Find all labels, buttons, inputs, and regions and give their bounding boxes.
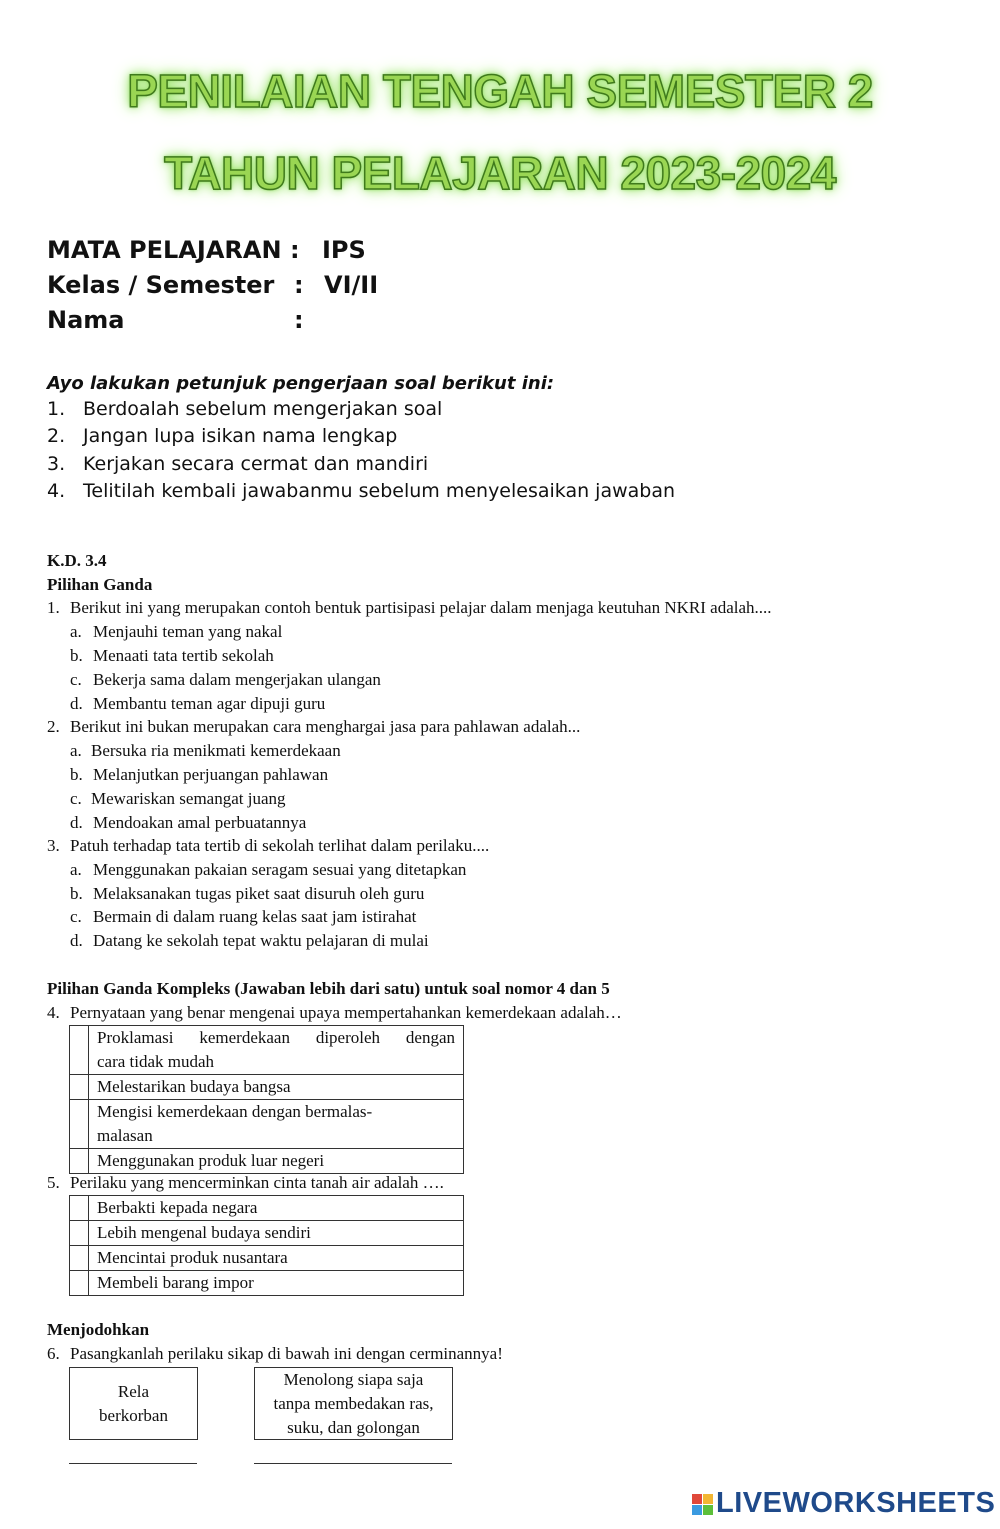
option-text[interactable]: Mewariskan semangat juang <box>91 789 286 808</box>
option-text-line: Lebih mengenal budaya sendiri <box>97 1223 311 1242</box>
option-text[interactable]: Menaati tata tertib sekolah <box>93 646 274 665</box>
instruction-text: Jangan lupa isikan nama lengkap <box>83 425 398 447</box>
option-text-line: Melestarikan budaya bangsa <box>97 1077 291 1096</box>
answer-checkbox[interactable] <box>70 1149 89 1174</box>
answer-checkbox[interactable] <box>70 1026 89 1075</box>
kd-label: K.D. 3.4 <box>47 551 107 570</box>
question-text: Patuh terhadap tata tertib di sekolah terlihat dalam perilaku.... <box>70 836 490 855</box>
option-text[interactable]: Datang ke sekolah tepat waktu pelajaran di mulai <box>93 931 429 950</box>
option-letter: c. <box>70 670 82 689</box>
liveworksheets-logo-icon <box>692 1494 713 1515</box>
subject-label: MATA PELAJARAN <box>47 236 282 264</box>
option-letter: b. <box>70 646 83 665</box>
answer-checkbox[interactable] <box>70 1221 89 1246</box>
table-row <box>70 1100 464 1149</box>
instruction-number: 2. <box>47 425 66 447</box>
option-text[interactable]: Menjauhi teman yang nakal <box>93 622 283 641</box>
answer-line <box>69 1463 197 1464</box>
table-row <box>70 1026 464 1075</box>
answer-checkbox[interactable] <box>70 1100 89 1149</box>
instructions-heading: Ayo lakukan petunjuk pengerjaan soal berikut ini: <box>47 373 555 394</box>
option-text-line: Proklamasi kemerdekaan diperoleh dengan <box>97 1028 455 1047</box>
option-text[interactable]: Membantu teman agar dipuji guru <box>93 694 326 713</box>
name-label: Nama <box>47 306 125 334</box>
instruction-number: 1. <box>47 398 66 420</box>
instruction-text: Kerjakan secara cermat dan mandiri <box>83 453 429 475</box>
question-text: Berikut ini bukan merupakan cara menghargai jasa para pahlawan adalah... <box>70 717 581 736</box>
option-letter: b. <box>70 765 83 784</box>
table-row <box>70 1075 464 1100</box>
option-cell <box>89 1100 464 1149</box>
option-text-line: Mengisi kemerdekaan dengan bermalas- <box>97 1102 373 1121</box>
matching-left-box[interactable] <box>69 1367 198 1440</box>
option-text[interactable]: Bersuka ria menikmati kemerdekaan <box>91 741 341 760</box>
question-text: Berikut ini yang merupakan contoh bentuk partisipasi pelajar dalam menjaga keutuhan NKRI adalah.... <box>70 598 772 617</box>
complex-choice-heading: Pilihan Ganda Kompleks (Jawaban lebih dari satu) untuk soal nomor 4 dan 5 <box>47 979 610 998</box>
option-text[interactable]: Melaksanakan tugas piket saat disuruh oleh guru <box>93 884 425 903</box>
option-cell <box>89 1271 464 1296</box>
title-line-2: TAHUN PELAJARAN 2023-2024 <box>164 147 836 199</box>
option-letter: b. <box>70 884 83 903</box>
instruction-text: Telitilah kembali jawabanmu sebelum menyelesaikan jawaban <box>83 480 676 502</box>
question-text: Perilaku yang mencerminkan cinta tanah air adalah …. <box>70 1173 444 1192</box>
option-cell <box>89 1221 464 1246</box>
option-letter: a. <box>70 622 82 641</box>
option-cell <box>89 1246 464 1271</box>
matching-left-text: berkorban <box>99 1405 168 1425</box>
matching-right-text: tanpa membedakan ras, <box>273 1393 434 1413</box>
option-letter: d. <box>70 931 83 950</box>
matching-heading: Menjodohkan <box>47 1320 150 1339</box>
option-letter: a. <box>70 860 82 879</box>
table-row <box>70 1271 464 1296</box>
complex-options-table <box>69 1025 464 1174</box>
question-number: 4. <box>47 1003 60 1022</box>
class-label: Kelas / Semester <box>47 271 275 299</box>
option-letter: d. <box>70 813 83 832</box>
option-text[interactable]: Mendoakan amal perbuatannya <box>93 813 307 832</box>
table-row <box>70 1246 464 1271</box>
instruction-item <box>47 453 947 480</box>
matching-right-box[interactable] <box>254 1367 453 1440</box>
option-letter: c. <box>70 907 82 926</box>
answer-checkbox[interactable] <box>70 1075 89 1100</box>
table-row <box>70 1149 464 1174</box>
answer-checkbox[interactable] <box>70 1271 89 1296</box>
liveworksheets-logo-text: LIVEWORKSHEETS <box>716 1487 996 1519</box>
option-cell <box>89 1149 464 1174</box>
table-row <box>70 1196 464 1221</box>
question-number: 3. <box>47 836 60 855</box>
question-number: 2. <box>47 717 60 736</box>
answer-line <box>254 1463 452 1464</box>
name-colon: : <box>294 306 304 334</box>
subject-value: IPS <box>322 236 366 264</box>
option-text[interactable]: Bekerja sama dalam mengerjakan ulangan <box>93 670 381 689</box>
question-number: 5. <box>47 1173 60 1192</box>
option-text[interactable]: Bermain di dalam ruang kelas saat jam istirahat <box>93 907 417 926</box>
class-colon: : <box>294 271 304 299</box>
option-text-line: Menggunakan produk luar negeri <box>97 1151 325 1170</box>
matching-right-text: suku, dan golongan <box>287 1417 420 1437</box>
subject-colon: : <box>290 236 300 264</box>
complex-options-table <box>69 1195 464 1296</box>
instruction-text: Berdoalah sebelum mengerjakan soal <box>83 398 443 420</box>
option-text[interactable]: Menggunakan pakaian seragam sesuai yang ditetapkan <box>93 860 467 879</box>
class-value: VI/II <box>324 271 379 299</box>
option-letter: a. <box>70 741 82 760</box>
question-text: Pernyataan yang benar mengenai upaya mempertahankan kemerdekaan adalah… <box>70 1003 622 1022</box>
multiple-choice-heading: Pilihan Ganda <box>47 575 153 594</box>
title-line-1: PENILAIAN TENGAH SEMESTER 2 <box>127 65 873 117</box>
option-text-line: cara tidak mudah <box>97 1052 215 1071</box>
option-letter: c. <box>70 789 82 808</box>
question-number: 1. <box>47 598 60 617</box>
option-letter: d. <box>70 694 83 713</box>
instruction-item <box>47 425 947 452</box>
option-cell <box>89 1075 464 1100</box>
option-cell <box>89 1026 464 1075</box>
matching-right-text: Menolong siapa saja <box>283 1369 424 1389</box>
instruction-item <box>47 480 947 507</box>
matching-left-text: Rela <box>117 1381 150 1401</box>
question-text: Pasangkanlah perilaku sikap di bawah ini dengan cerminannya! <box>70 1344 503 1363</box>
table-row <box>70 1221 464 1246</box>
option-text[interactable]: Melanjutkan perjuangan pahlawan <box>93 765 329 784</box>
answer-checkbox[interactable] <box>70 1246 89 1271</box>
answer-checkbox[interactable] <box>70 1196 89 1221</box>
option-text-line: Berbakti kepada negara <box>97 1198 258 1217</box>
option-text-line: Mencintai produk nusantara <box>97 1248 288 1267</box>
option-text-line: malasan <box>97 1126 153 1145</box>
option-cell <box>89 1196 464 1221</box>
instruction-item <box>47 398 947 425</box>
question-number: 6. <box>47 1344 60 1363</box>
instruction-number: 3. <box>47 453 66 475</box>
liveworksheets-logo[interactable] <box>692 1487 995 1520</box>
instruction-number: 4. <box>47 480 66 502</box>
option-text-line: Membeli barang impor <box>97 1273 254 1292</box>
